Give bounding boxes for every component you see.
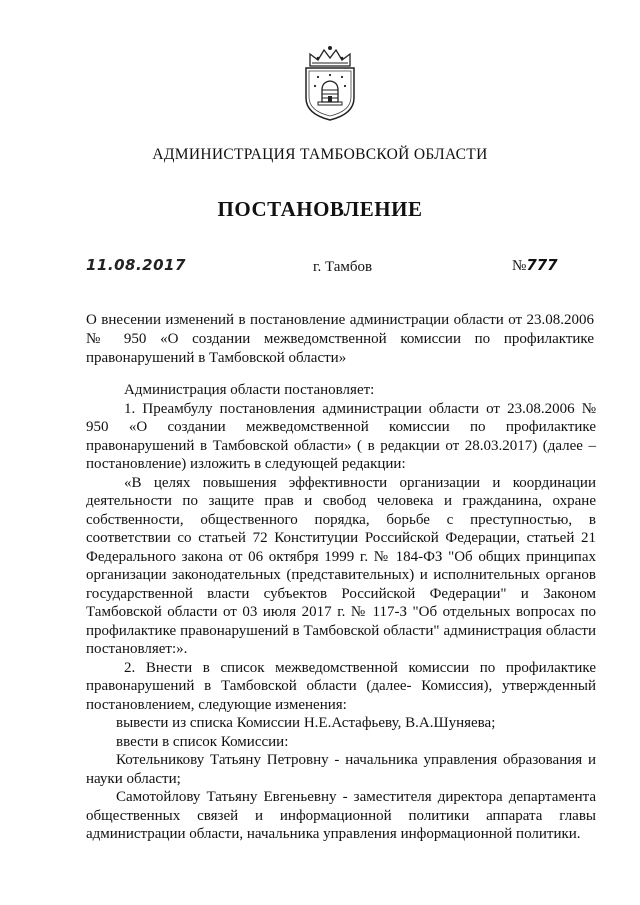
body-paragraph: ввести в список Комиссии: <box>116 733 289 750</box>
body-paragraph: Администрация области постановляет: <box>124 382 375 398</box>
body-paragraph: 2. Внести в список межведомственной комиссии по профилактике правонарушений в Тамбовской области (далее- Комиссия), утвержденный постановлением, следующие изменения: <box>86 659 596 713</box>
document-date: 11.08.2017 <box>86 256 186 274</box>
body-paragraph: Самотойлову Татьяну Евгеньевну - заместителя директора департамента общественных связей и информационной политики аппарата главы администрации области, начальника управления информационной политики. <box>86 789 596 842</box>
document-city: г. Тамбов <box>313 259 373 275</box>
body-paragraph: «В целях повышения эффективности организации и координации деятельности по защите прав и свобод человека и гражданина, охране собственности, общественного порядка, борьбе с преступностью, в соответствии со статьей 72 Конституции Российской Федерации, статьей 21 Федерального закона от 06 октября 1999 г. № 184-ФЗ "Об общих принципах организации законодательных (представительных) и исполнительных органов государственной власти субъектов Российской Федерации" и Законом Тамбовской области от 03 июля 2017 г. № 117-З "Об отдельных вопросах по профилактике правонарушений в Тамбовской области" администрация области постановляет:». <box>86 474 596 657</box>
document-body <box>86 381 596 844</box>
body-paragraph: Котельникову Татьяну Петровну - начальника управления образования и науки области; <box>86 752 596 787</box>
number-sign: № <box>512 258 527 274</box>
tambov-coat-of-arms-icon <box>302 44 358 122</box>
body-paragraph: 1. Преамбулу постановления администрации области от 23.08.2006 № 950 «О создании межведомственной комиссии по профилактике правонарушений в Тамбовской области» ( в редакции от 28.03.2017) (далее – постановление) изложить в следующей редакции: <box>86 400 596 472</box>
number-value: 777 <box>526 256 558 274</box>
document-subject: О внесении изменений в постановление администрации области от 23.08.2006 № 950 «О создании межведомственной комиссии по профилактике правонарушений в Тамбовской области» <box>86 312 594 366</box>
document-number <box>512 256 558 275</box>
body-paragraph: вывести из списка Комиссии Н.Е.Астафьеву, В.А.Шуняева; <box>116 715 496 731</box>
document-type-heading: ПОСТАНОВЛЕНИЕ <box>217 197 423 221</box>
organization-title: АДМИНИСТРАЦИЯ ТАМБОВСКОЙ ОБЛАСТИ <box>152 146 488 163</box>
